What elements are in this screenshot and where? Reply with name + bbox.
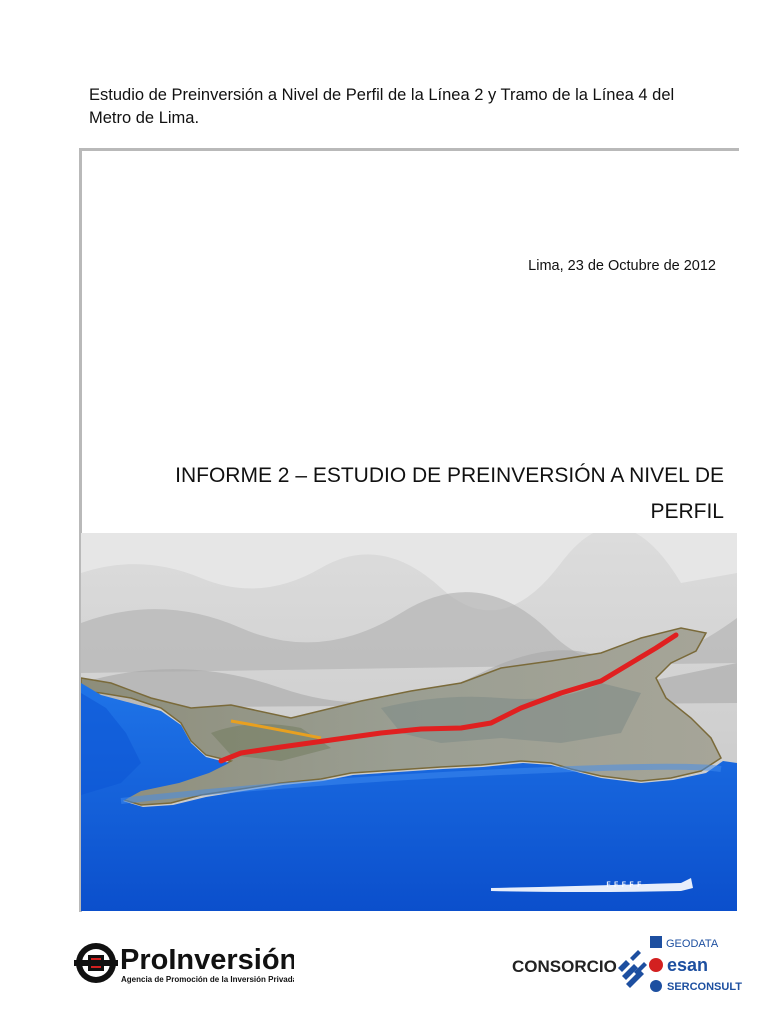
header-line-1: Estudio de Preinversión a Nivel de Perfil de la Línea 2 y Tramo de la Línea 4 del	[89, 86, 675, 104]
report-title	[105, 458, 724, 530]
serconsult-label: SERCONSULT	[667, 981, 742, 993]
consorcio-logo	[510, 932, 750, 998]
document-header	[89, 84, 749, 130]
svg-text:ꜰ ꜰ ꜰ ꜰ ꜰ: ꜰ ꜰ ꜰ ꜰ ꜰ	[606, 879, 642, 890]
title-line-1: INFORME 2 – ESTUDIO DE PREINVERSIÓN A NIVEL DE	[175, 464, 724, 487]
title-line-2: PERFIL	[650, 500, 724, 523]
report-date: Lima, 23 de Octubre de 2012	[528, 258, 716, 274]
consorcio-label: CONSORCIO	[512, 957, 617, 976]
proinversion-logo	[74, 936, 294, 990]
geodata-label: GEODATA	[666, 938, 719, 950]
esan-label: esan	[667, 955, 709, 975]
proinversion-logo-tagline: Agencia de Promoción de la Inversión Privada	[121, 975, 294, 984]
header-line-2: Metro de Lima.	[89, 109, 200, 127]
proinversion-logo-name: ProInversión	[120, 944, 294, 976]
lima-aerial-map-image	[81, 533, 737, 911]
